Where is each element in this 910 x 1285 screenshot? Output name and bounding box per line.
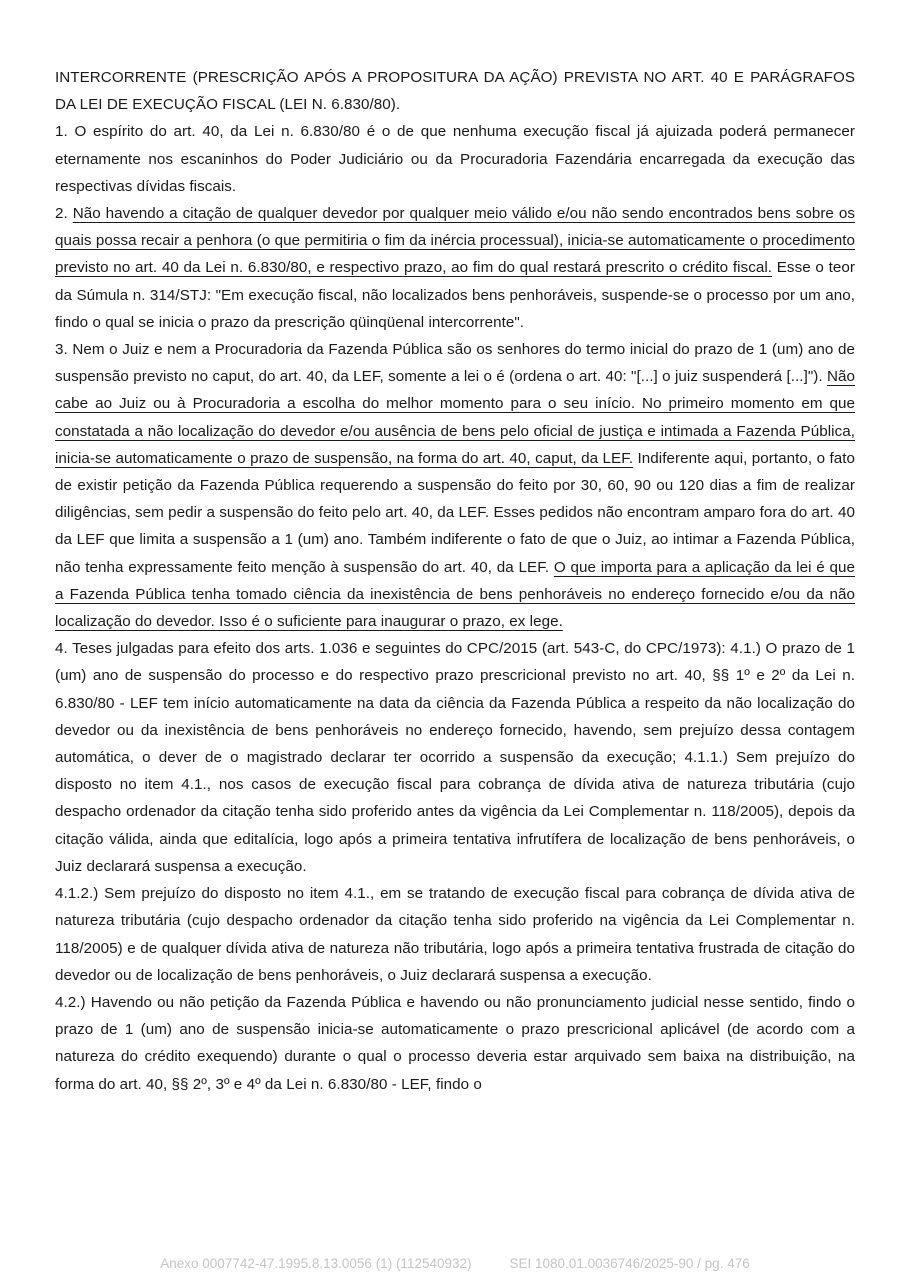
- paragraph-3-text-a: 3. Nem o Juiz e nem a Procuradoria da Fazenda Pública são os senhores do termo inicial do prazo de 1 (um) ano de suspensão previsto no caput, do art. 40, da LEF, somente a lei o é (ordena o art. 40: "[...] o juiz suspenderá [...]").: [55, 341, 855, 386]
- paragraph-3: [55, 336, 855, 635]
- paragraph-3-underlined-b: O que importa para a aplicação da lei é que a Fazenda Pública tenha tomado ciência da inexistência de bens penhoráveis no endereço fornecido e/ou da não localização do devedor. Isso é o suficiente para inaugurar o prazo, ex lege.: [55, 558, 855, 631]
- paragraph-2-number: 2.: [55, 205, 73, 223]
- paragraph-4-2: 4.2.) Havendo ou não petição da Fazenda Pública e havendo ou não pronunciamento judicial nesse sentido, findo o prazo de 1 (um) ano de suspensão inicia-se automaticamente o prazo prescricional aplicável (de acordo com a natureza do crédito exequendo) durante o qual o processo deveria estar arquivado sem baixa na distribuição, na forma do art. 40, §§ 2º, 3º e 4º da Lei n. 6.830/80 - LEF, findo o: [55, 993, 855, 1093]
- footer-attachment-id: Anexo 0007742-47.1995.8.13.0056 (1) (112540932): [160, 1256, 472, 1271]
- footer-sei-reference: SEI 1080.01.0036746/2025-90 / pg. 476: [509, 1256, 750, 1271]
- paragraph-1: 1. O espírito do art. 40, da Lei n. 6.830/80 é o de que nenhuma execução fiscal já ajuizada poderá permanecer eternamente nos escaninhos do Poder Judiciário ou da Procuradoria Fazendária encarregada da execução das respectivas dívidas fiscais.: [55, 123, 855, 195]
- document-body: [55, 64, 855, 1098]
- paragraph-2-underlined: Não havendo a citação de qualquer devedor por qualquer meio válido e/ou não sendo encontrados bens sobre os quais possa recair a penhora (o que permitiria o fim da inércia processual), inicia-se automaticamente o procedimento previsto no art. 40 da Lei n. 6.830/80, e respectivo prazo, ao fim do qual restará prescrito o crédito fiscal.: [55, 205, 855, 277]
- paragraph-4-1-2: 4.1.2.) Sem prejuízo do disposto no item 4.1., em se tratando de execução fiscal para cobrança de dívida ativa de natureza tributária (cujo despacho ordenador da citação tenha sido proferido na vigência da Lei Complementar n. 118/2005) e de qualquer dívida ativa de natureza não tributária, logo após a primeira tentativa frustrada de citação do devedor ou de localização de bens penhoráveis, o Juiz declarará suspensa a execução.: [55, 885, 855, 984]
- paragraph-3-text-b: Indiferente aqui, portanto, o fato de existir petição da Fazenda Pública requerendo a suspensão do feito por 30, 60, 90 ou 120 dias a fim de realizar diligências, sem pedir a suspensão do feito pelo art. 40, da LEF. Esses pedidos não encontram amparo fora do art. 40 da LEF que limita a suspensão a 1 (um) ano. Também indiferente o fato de que o Juiz, ao intimar a Fazenda Pública, não tenha expressamente feito menção à suspensão do art. 40, da LEF.: [55, 449, 856, 576]
- heading-continuation: INTERCORRENTE (PRESCRIÇÃO APÓS A PROPOSITURA DA AÇÃO) PREVISTA NO ART. 40 E PARÁGRAFOS DA LEI DE EXECUÇÃO FISCAL (LEI N. 6.830/80).: [55, 69, 855, 114]
- page-footer: [0, 1256, 910, 1271]
- paragraph-2: [55, 200, 855, 336]
- paragraph-3-underlined-a: Não cabe ao Juiz ou à Procuradoria a escolha do melhor momento para o seu início. No primeiro momento em que constatada a não localização do devedor e/ou ausência de bens pelo oficial de justiça e intimada a Fazenda Pública, inicia-se automaticamente o prazo de suspensão, na forma do art. 40, caput, da LEF.: [55, 368, 855, 467]
- paragraph-2-text: Esse o teor da Súmula n. 314/STJ: "Em execução fiscal, não localizados bens penhoráveis, suspende-se o processo por um ano, findo o qual se inicia o prazo da prescrição qüinqüenal intercorrente".: [55, 259, 855, 331]
- paragraph-4: 4. Teses julgadas para efeito dos arts. 1.036 e seguintes do CPC/2015 (art. 543-C, do CPC/1973): 4.1.) O prazo de 1 (um) ano de suspensão do processo e do respectivo prazo prescricional previsto no art. 40, §§ 1º e 2º da Lei n. 6.830/80 - LEF tem início automaticamente na data da ciência da Fazenda Pública a respeito da não localização do devedor ou da inexistência de bens penhoráveis no endereço fornecido, havendo, sem prejuízo dessa contagem automática, o dever de o magistrado declarar ter ocorrido a suspensão da execução; 4.1.1.) Sem prejuízo do disposto no item 4.1., nos casos de execução fiscal para cobrança de dívida ativa de natureza tributária (cujo despacho ordenador da citação tenha sido proferido antes da vigência da Lei Complementar n. 118/2005), depois da citação válida, ainda que editalícia, logo após a primeira tentativa infrutífera de localização de bens penhoráveis, o Juiz declarará suspensa a execução.: [55, 640, 855, 875]
